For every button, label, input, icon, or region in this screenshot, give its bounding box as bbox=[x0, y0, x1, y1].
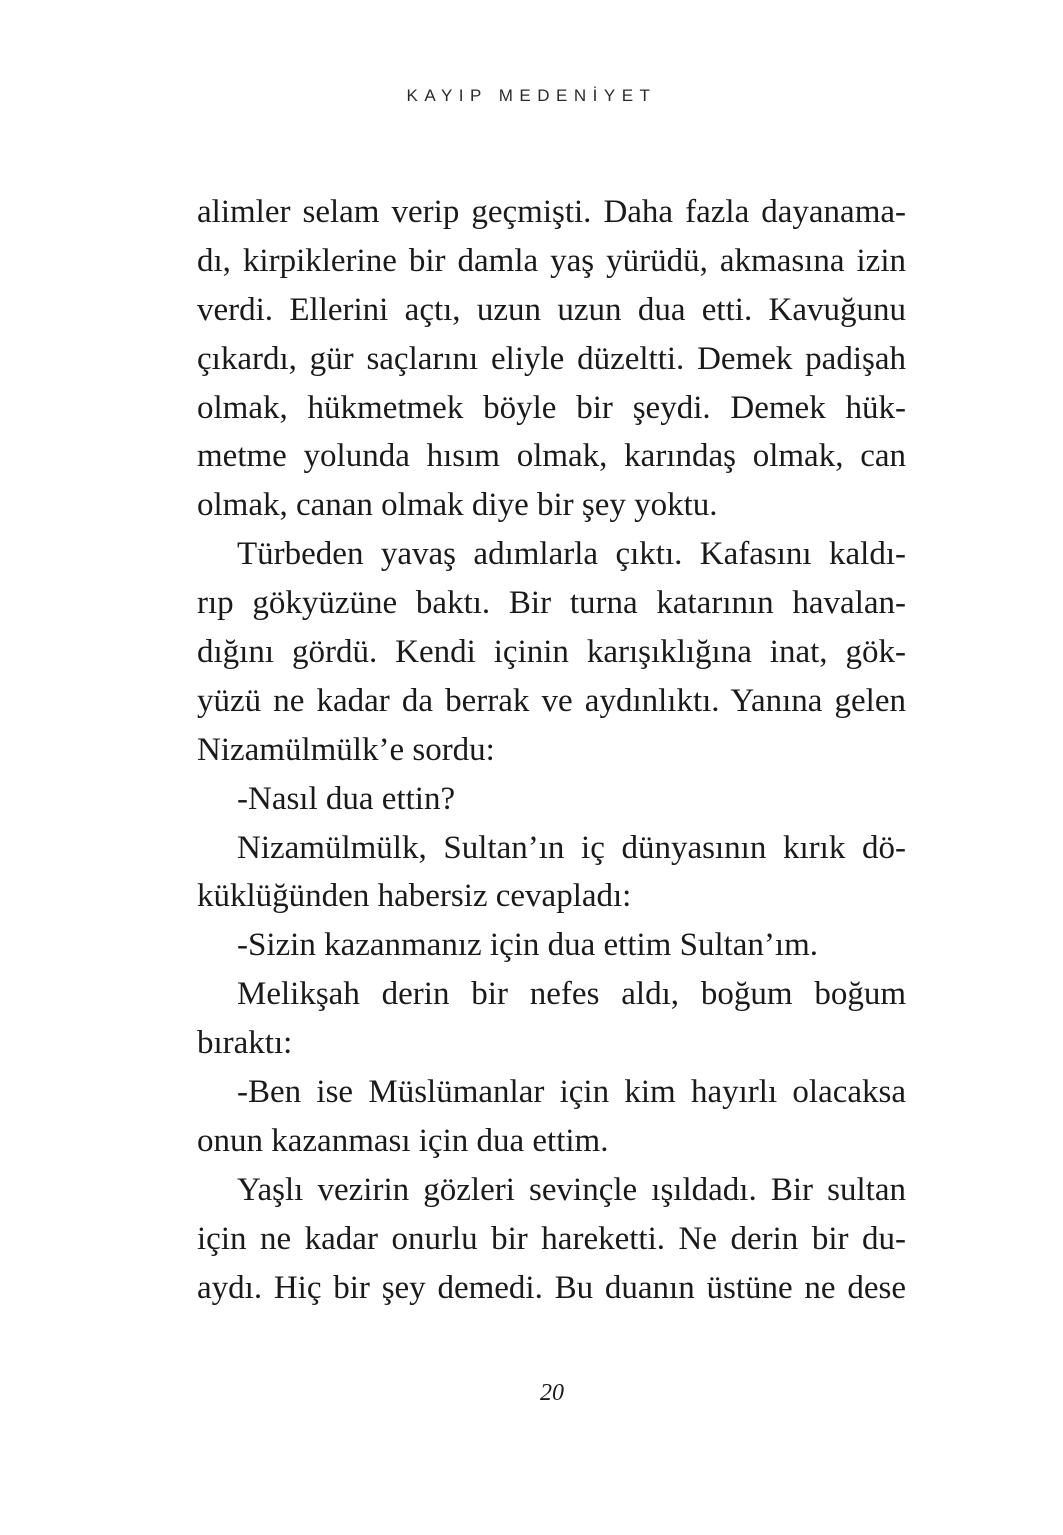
body-text bbox=[197, 188, 906, 1312]
text-line: bıraktı: bbox=[197, 1025, 293, 1062]
text-line: metme yolunda hısım olmak, karındaş olmak, can bbox=[197, 438, 906, 475]
text-line: için ne kadar onurlu bir hareketti. Ne derin bir du- bbox=[197, 1220, 906, 1257]
text-line: Nizamülmülk’e sordu: bbox=[197, 731, 495, 768]
text-line: dı, kirpiklerine bir damla yaş yürüdü, akmasına izin bbox=[197, 242, 906, 279]
text-line: Türbeden yavaş adımlarla çıktı. Kafasını kaldı- bbox=[237, 536, 906, 573]
text-line: -Ben ise Müslümanlar için kim hayırlı olacaksa bbox=[237, 1074, 906, 1111]
text-line: alimler selam verip geçmişti. Daha fazla dayanama- bbox=[197, 194, 906, 230]
text-line: olmak, hükmetmek böyle bir şeydi. Demek hük- bbox=[197, 389, 906, 426]
text-line: Melikşah derin bir nefes aldı, boğum boğum bbox=[237, 976, 906, 1013]
page-number: 20 bbox=[540, 1380, 564, 1406]
text-line: olmak, canan olmak diye bir şey yoktu. bbox=[197, 487, 718, 524]
text-line: dığını gördü. Kendi içinin karışıklığına inat, gök- bbox=[197, 634, 906, 671]
text-line: rıp gökyüzüne baktı. Bir turna katarının havalan- bbox=[197, 585, 906, 622]
text-line: Yaşlı vezirin gözleri sevinçle ışıldadı. Bir sultan bbox=[237, 1171, 906, 1208]
text-line: aydı. Hiç bir şey demedi. Bu duanın üstüne ne dese bbox=[197, 1269, 906, 1306]
text-line: küklüğünden habersiz cevapladı: bbox=[197, 878, 632, 915]
text-line: çıkardı, gür saçlarını eliyle düzeltti. Demek padişah bbox=[197, 340, 906, 377]
text-line: -Sizin kazanmanız için dua ettim Sultan’ım. bbox=[237, 927, 819, 964]
text-line: -Nasıl dua ettin? bbox=[237, 780, 456, 817]
text-line: yüzü ne kadar da berrak ve aydınlıktı. Yanına gelen bbox=[197, 682, 906, 719]
text-line: verdi. Ellerini açtı, uzun uzun dua etti. Kavuğunu bbox=[197, 291, 906, 328]
running-head: KAYIP MEDENİYET bbox=[406, 86, 657, 105]
text-line: Nizamülmülk, Sultan’ın iç dünyasının kırık dö- bbox=[237, 829, 906, 866]
text-line: onun kazanması için dua ettim. bbox=[197, 1122, 609, 1159]
